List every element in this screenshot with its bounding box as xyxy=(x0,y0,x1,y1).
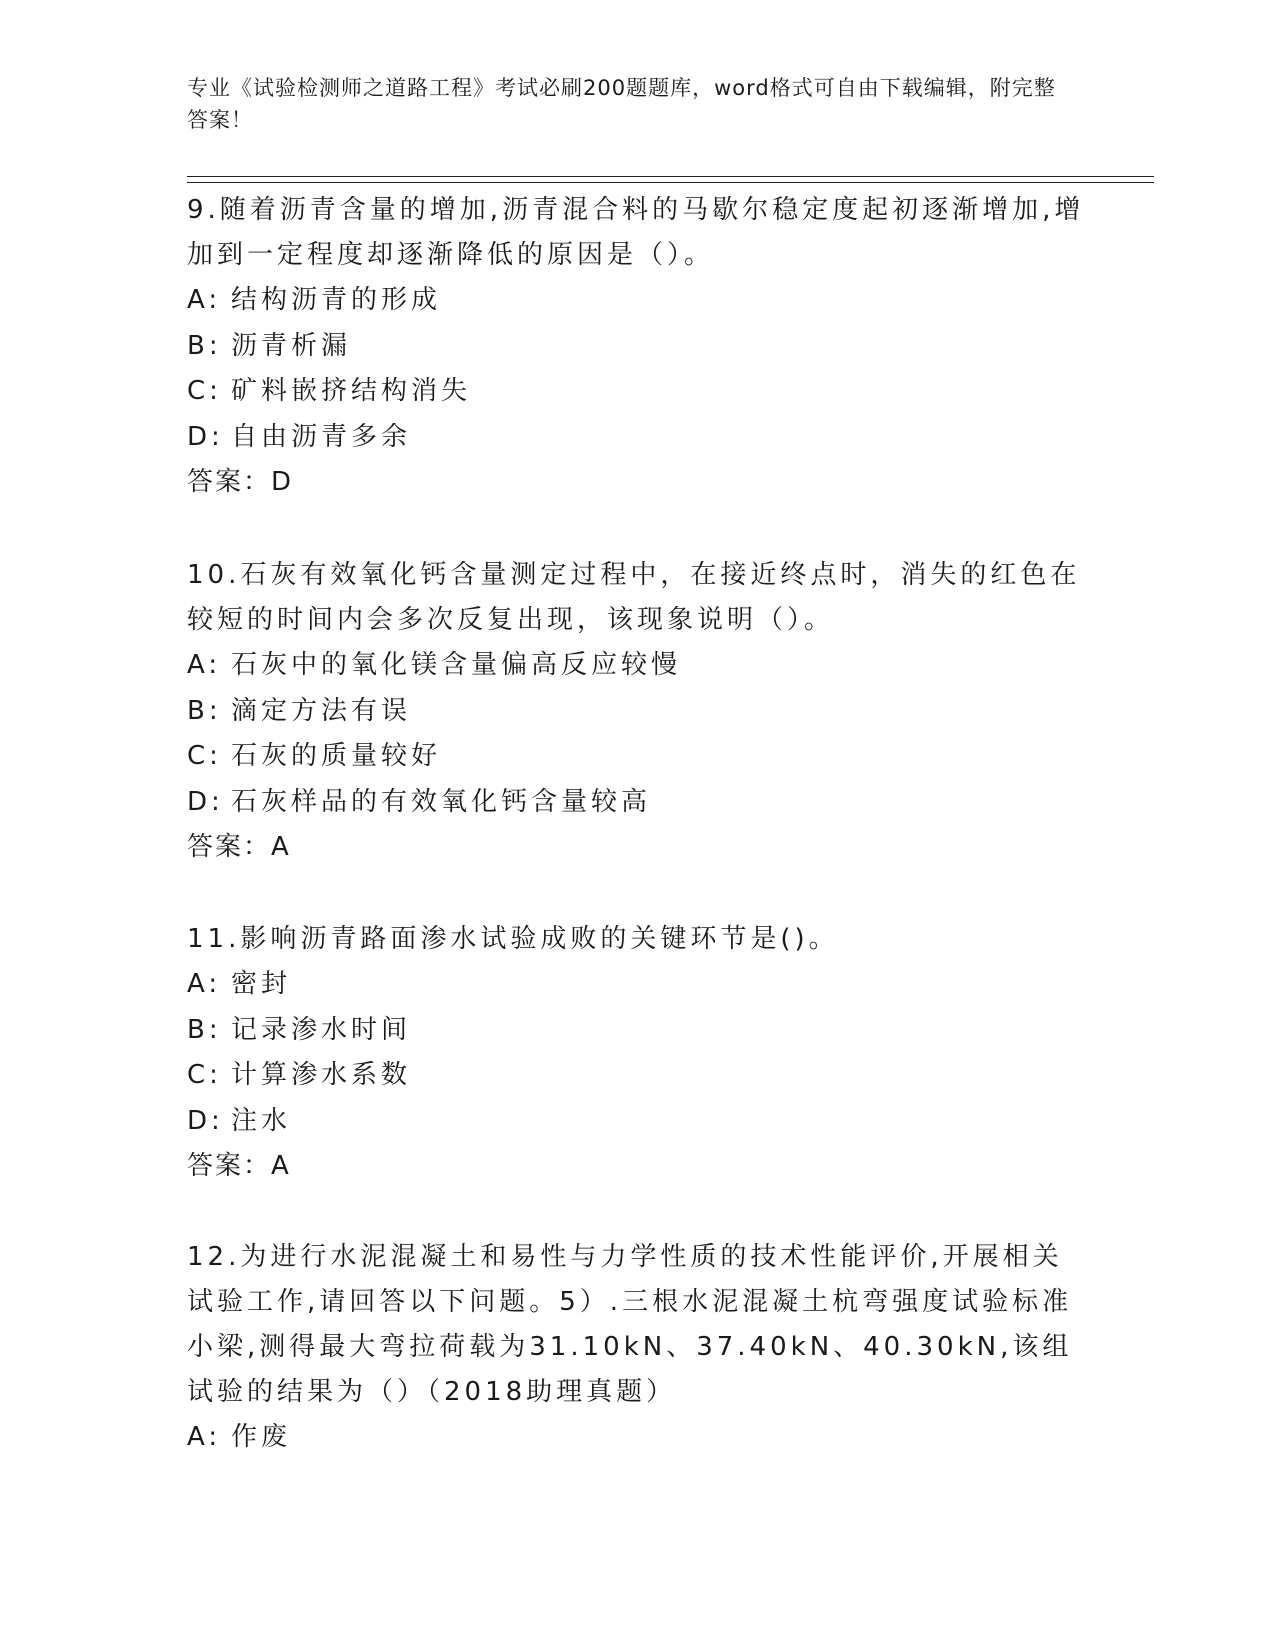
option-b xyxy=(187,1008,1087,1054)
question-11 xyxy=(187,917,1087,1189)
option-text: 滴定方法有误 xyxy=(231,695,412,726)
option-letter: B: xyxy=(187,695,222,726)
option-text: 矿料嵌挤结构消失 xyxy=(231,376,472,406)
option-a xyxy=(187,1415,1087,1461)
option-text: 密封 xyxy=(231,969,292,999)
option-letter: A: xyxy=(187,1422,222,1452)
option-letter: D: xyxy=(187,786,224,817)
option-b xyxy=(187,324,1087,370)
option-d xyxy=(187,1099,1087,1145)
option-c xyxy=(187,734,1087,780)
answer-line: 答案：D xyxy=(187,467,294,497)
option-c xyxy=(187,1053,1087,1099)
option-text: 注水 xyxy=(231,1105,292,1136)
option-letter: D: xyxy=(187,1105,224,1136)
question-10 xyxy=(187,553,1087,870)
option-text: 石灰中的氧化镁含量偏高反应较慢 xyxy=(231,650,682,680)
option-d xyxy=(187,780,1087,826)
question-stem: 11.影响沥青路面渗水试验成败的关键环节是()。 xyxy=(187,924,839,954)
question-stem: 9.随着沥青含量的增加,沥青混合料的马歇尔稳定度起初逐渐增加,增加到一定程度却逐渐降低的原因是（）。 xyxy=(187,195,1085,270)
option-text: 结构沥青的形成 xyxy=(231,285,442,315)
question-9 xyxy=(187,188,1087,505)
option-c xyxy=(187,369,1087,415)
header-divider xyxy=(187,176,1154,177)
question-stem: 10.石灰有效氧化钙含量测定过程中，在接近终点时，消失的红色在较短的时间内会多次反复出现，该现象说明（）。 xyxy=(187,560,1081,635)
option-letter: B: xyxy=(187,330,222,361)
option-text: 石灰样品的有效氧化钙含量较高 xyxy=(231,786,652,817)
option-letter: A: xyxy=(187,285,222,315)
option-text: 沥青析漏 xyxy=(231,330,352,361)
option-letter: B: xyxy=(187,1014,222,1045)
option-letter: A: xyxy=(187,650,222,680)
option-letter: C: xyxy=(187,741,222,771)
question-stem: 12.为进行水泥混凝土和易性与力学性质的技术性能评价,开展相关试验工作,请回答以下问题。5）.三根水泥混凝土杭弯强度试验标准小梁,测得最大弯拉荷载为31.10kN、37.40kN、40.30kN,该组试验的结果为（）（2018助理真题） xyxy=(187,1242,1073,1407)
option-a xyxy=(187,278,1087,324)
option-letter: A: xyxy=(187,969,222,999)
document-header: 专业《试验检测师之道路工程》考试必刷200题题库，word格式可自由下载编辑，附完整答案！ xyxy=(187,76,1056,132)
option-text: 作废 xyxy=(231,1422,292,1452)
option-a xyxy=(187,962,1087,1008)
option-text: 计算渗水系数 xyxy=(231,1060,412,1090)
option-text: 记录渗水时间 xyxy=(231,1014,412,1045)
option-text: 石灰的质量较好 xyxy=(231,741,442,771)
answer-line: 答案：A xyxy=(187,1151,291,1181)
answer-line: 答案：A xyxy=(187,832,291,862)
option-b xyxy=(187,689,1087,735)
option-letter: C: xyxy=(187,376,222,406)
option-text: 自由沥青多余 xyxy=(231,421,412,452)
option-letter: C: xyxy=(187,1060,222,1090)
header-divider xyxy=(187,182,1154,183)
option-a xyxy=(187,643,1087,689)
option-d xyxy=(187,415,1087,461)
question-12 xyxy=(187,1235,1087,1461)
option-letter: D: xyxy=(187,421,224,452)
